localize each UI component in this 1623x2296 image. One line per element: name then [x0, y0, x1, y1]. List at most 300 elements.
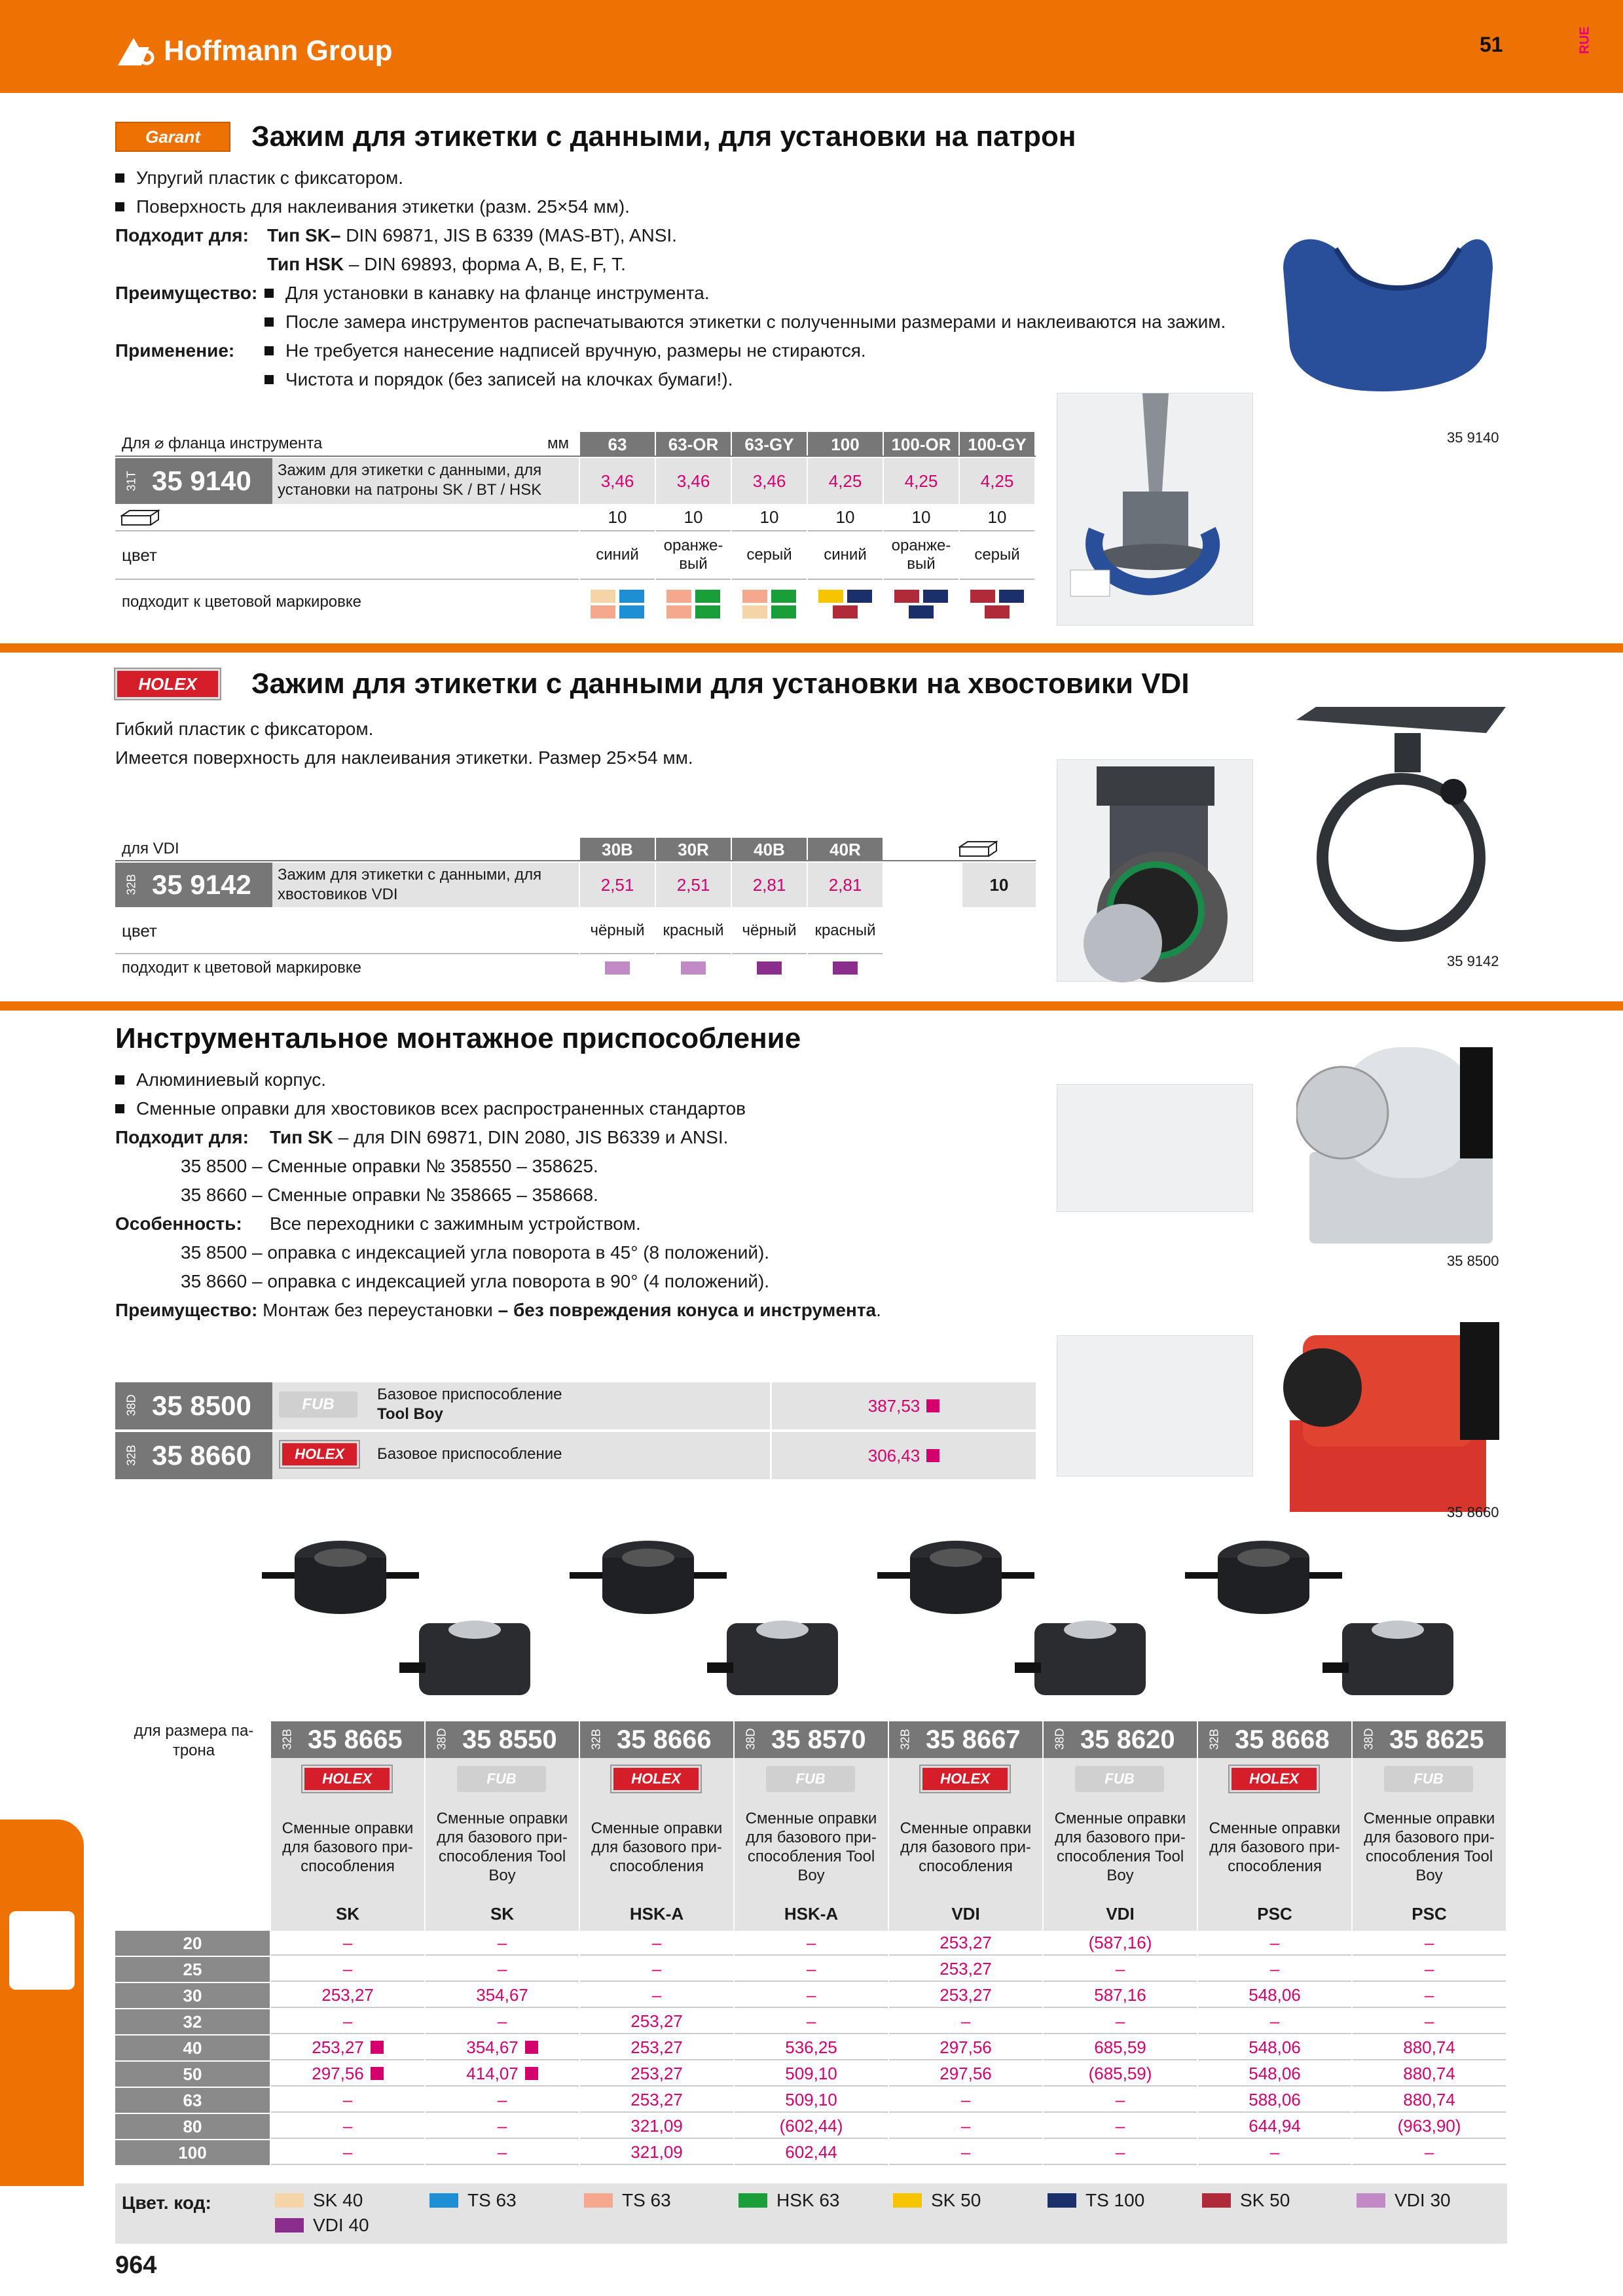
s2-color-label [115, 908, 579, 954]
adv-item: Для установки в канавку на фланце инструмента. [264, 283, 710, 303]
price-cell: – [1044, 2009, 1197, 2034]
color-swatch [894, 590, 919, 603]
price-cell: – [426, 1931, 579, 1956]
legend-item [275, 2190, 363, 2211]
s1-price: 4,25 [960, 458, 1034, 504]
price-cell: 880,74 [1353, 2036, 1506, 2060]
legend-item [1202, 2190, 1290, 2211]
price-cell: 602,44 [735, 2140, 888, 2165]
product-row-35-8660[interactable] [115, 1432, 770, 1479]
adv-label: Преимущество: [115, 283, 258, 303]
adapter-pair-image [570, 1512, 858, 1708]
price-cell: 588,06 [1198, 2088, 1351, 2113]
holex-brand-badge: HOLEX [115, 669, 220, 699]
price-cell: 509,10 [735, 2088, 888, 2113]
color-swatch [591, 605, 615, 619]
adapter-desc: Сменные оправки для базового при-способления [282, 1819, 414, 1875]
color-code-legend [115, 2183, 1507, 2244]
fits-label: Подходит для: [115, 225, 249, 245]
price-cell: 354,67 [426, 1983, 579, 2008]
price-cell: – [1353, 1983, 1506, 2008]
section-separator [0, 643, 1623, 653]
price-cell: – [1044, 2140, 1197, 2165]
price-cell: (587,16) [1044, 1931, 1197, 1956]
s1-marking [580, 583, 655, 626]
s2-price: 2,81 [732, 863, 807, 907]
price-cell: – [1353, 2140, 1506, 2165]
adv-end: . [876, 1300, 881, 1320]
adapter-type: PSC [1412, 1904, 1447, 1924]
feat-line: 35 8500 – оправка с индексацией угла поворота в 45° (8 положений). [181, 1242, 770, 1263]
price-cell: – [426, 2009, 579, 2034]
s1-price: 3,46 [580, 458, 655, 504]
holex-brand-logo: HOLEX [280, 1441, 359, 1467]
holex-brand-logo: HOLEX [921, 1766, 1010, 1792]
adv-label: Преимущество: [115, 1300, 258, 1320]
article-number-35-9140[interactable] [115, 458, 272, 504]
caption-35-8660: 35 8660 [1447, 1504, 1499, 1520]
price-cell: 253,27 [889, 1983, 1042, 2008]
legend-text: HSK 63 [776, 2190, 840, 2210]
adapter-desc: Сменные оправки для базового при-способления Tool Boy [745, 1810, 877, 1884]
article-number-35-8570[interactable] [735, 1721, 888, 1758]
s1-col-header: 63-OR [656, 432, 731, 457]
adapter-column-header [735, 1758, 888, 1931]
legend-swatch [1202, 2193, 1231, 2208]
vdi-clip-photo [1057, 759, 1253, 982]
art-no: 35 8620 [1080, 1725, 1175, 1754]
legend-swatch [1048, 2193, 1076, 2208]
art-no: 35 8570 [771, 1725, 866, 1754]
article-number-35-8666[interactable] [580, 1721, 733, 1758]
adapter-column-header [426, 1758, 579, 1931]
article-number-35-8665[interactable] [271, 1721, 424, 1758]
art-prefix: 32B [280, 1728, 294, 1749]
price-cell: – [580, 1931, 733, 1956]
adapter-column-header [1044, 1758, 1197, 1931]
price-cell: 880,74 [1353, 2088, 1506, 2113]
color-swatch [847, 590, 872, 603]
article-number-35-8500[interactable] [115, 1382, 272, 1429]
s2-pack-cell [962, 863, 1036, 907]
s3-title: Инструментальное монтажное приспособление [115, 1022, 801, 1054]
color-swatch [695, 605, 720, 619]
garant-brand-badge: Garant [115, 122, 230, 152]
art-prefix: 38D [744, 1727, 757, 1749]
adapter-pair-image [262, 1512, 550, 1708]
price-cell: 253,27 [580, 2009, 733, 2034]
art-no: 35 8666 [617, 1725, 712, 1754]
price-cell: 414,07 [426, 2062, 579, 2087]
article-number-35-8668[interactable] [1198, 1721, 1351, 1758]
article-number-35-8667[interactable] [889, 1721, 1042, 1758]
price-cell: 587,16 [1044, 1983, 1197, 2008]
s1-col-header: 63-GY [732, 432, 807, 457]
feat-text: Все переходники с зажимным устройством. [270, 1213, 641, 1234]
adapter-desc: Сменные оправки для базового при-способления Tool Boy [436, 1810, 568, 1884]
color-swatch [619, 590, 644, 603]
adapter-desc: Сменные оправки для базового при-способления [1209, 1819, 1341, 1875]
color-label: цвет [122, 921, 157, 941]
size-column-label: для размера па-трона [134, 1722, 254, 1759]
color-swatch [605, 961, 630, 975]
legend-text: SK 50 [931, 2190, 981, 2210]
price-cell: 880,74 [1353, 2062, 1506, 2087]
desc-line: Tool Boy [377, 1405, 443, 1423]
s2-col-header: 30R [656, 838, 731, 861]
caption-35-8500: 35 8500 [1447, 1253, 1499, 1269]
s1-pack: 10 [884, 504, 958, 531]
art-prefix: 32B [1207, 1728, 1221, 1749]
art-no: 35 8550 [462, 1725, 557, 1754]
price-cell: – [426, 2114, 579, 2139]
page-number-top: 51 [1480, 33, 1503, 56]
art-no: 35 8625 [1389, 1725, 1484, 1754]
hoffmann-logo-icon [115, 34, 157, 68]
app-item: Чистота и порядок (без записей на клочках бумаги!). [115, 365, 1294, 394]
side-tab [0, 1820, 84, 2186]
price-cell: 297,56 [889, 2036, 1042, 2060]
s1-color: синий [808, 531, 883, 580]
price-cell: 253,27 [889, 1931, 1042, 1956]
price-cell: – [1198, 1957, 1351, 1982]
s1-body [115, 164, 1294, 394]
price-35-8660: 306,43 [770, 1432, 1036, 1479]
price-cell: – [735, 1983, 888, 2008]
toolboy-fixture-image [1296, 1021, 1506, 1257]
art-prefix: 38D [124, 1393, 138, 1416]
price-cell: 253,27 [271, 1983, 424, 2008]
art-no: 35 8660 [152, 1440, 251, 1471]
product-desc: Базовое приспособление [377, 1445, 562, 1463]
adapter-pair-image [1185, 1512, 1473, 1708]
s2-price: 2,51 [656, 863, 731, 907]
price-cell: 253,27 [271, 2036, 424, 2060]
fub-brand-logo: FUB [1075, 1766, 1164, 1792]
price-cell: – [580, 1983, 733, 2008]
blue-label-clip-image [1270, 223, 1506, 393]
art-prefix: 38D [1053, 1727, 1067, 1749]
caption-35-9140: 35 9140 [1447, 429, 1499, 446]
s2-color: чёрный [732, 908, 807, 954]
adv-item: После замера инструментов распечатываются этикетки с полученными размерами и наклеиваются на зажим. [115, 308, 1294, 336]
s2-body [115, 715, 693, 772]
color-swatch [771, 590, 796, 603]
color-swatch [742, 590, 767, 603]
legend-item [584, 2190, 671, 2211]
price-cell: – [426, 2088, 579, 2113]
art-prefix: 32B [124, 1444, 138, 1465]
fits-text: DIN 69871, JIS B 6339 (MAS-BT), ANSI. [340, 225, 677, 245]
price-cell: – [1198, 2140, 1351, 2165]
adapter-column-header [580, 1758, 733, 1931]
legend-swatch [429, 2193, 458, 2208]
price-cell: – [889, 2140, 1042, 2165]
holex-fixture-image [1277, 1322, 1506, 1512]
s1-marking [960, 583, 1034, 626]
fits-label: Подходит для: [115, 1127, 249, 1147]
color-swatch [695, 590, 720, 603]
legend-swatch [739, 2193, 767, 2208]
art-no: 35 8668 [1235, 1725, 1330, 1754]
price-cell: – [889, 2114, 1042, 2139]
s1-bullet: Упругий пластик с фиксатором. [115, 164, 1294, 192]
marking-row-label [115, 580, 579, 626]
article-number-35-8660[interactable] [115, 1432, 272, 1479]
art-prefix: 38D [435, 1727, 448, 1749]
s2-desc: Зажим для этикетки с данными, для хвостовиков VDI [278, 866, 542, 903]
s1-pack: 10 [960, 504, 1034, 531]
price-cell: 509,10 [735, 2062, 888, 2087]
article-number-35-8550[interactable] [426, 1721, 579, 1758]
color-swatch [833, 961, 858, 975]
price-cell: 253,27 [889, 1957, 1042, 1982]
art-prefix: 32B [589, 1728, 603, 1749]
price-cell: – [271, 1957, 424, 1982]
s2-color: красный [656, 908, 731, 954]
package-icon [120, 509, 160, 526]
price-cell: – [1198, 2009, 1351, 2034]
price-cell: – [1353, 1931, 1506, 1956]
price-cell: (685,59) [1044, 2062, 1197, 2087]
price-cell: 253,27 [580, 2062, 733, 2087]
price-cell: 321,09 [580, 2114, 733, 2139]
color-swatch [681, 961, 706, 975]
color-swatch [742, 605, 767, 619]
price-cell: 354,67 [426, 2036, 579, 2060]
color-swatch [619, 605, 644, 619]
s1-title: Зажим для этикетки с данными, для установки на патрон [251, 120, 1076, 152]
legend-text: TS 100 [1085, 2190, 1145, 2210]
color-swatch [666, 590, 691, 603]
article-number-35-8625[interactable] [1353, 1721, 1506, 1758]
feat-line: 35 8660 – оправка с индексацией угла поворота в 90° (4 положений). [181, 1271, 770, 1291]
s1-article-row[interactable] [115, 458, 579, 504]
price-cell: 685,59 [1044, 2036, 1197, 2060]
price-cell: – [1353, 2009, 1506, 2034]
legend-item [429, 2190, 517, 2211]
adapter-type: PSC [1257, 1904, 1292, 1924]
pack-row-label [115, 504, 579, 531]
color-label: цвет [122, 545, 157, 565]
adapter-desc: Сменные оправки для базового при-способления [900, 1819, 1032, 1875]
price-cell: (602,44) [735, 2114, 888, 2139]
adapter-type: HSK-A [629, 1904, 684, 1924]
s1-color: оранже-вый [884, 531, 958, 580]
price-cell: – [271, 2009, 424, 2034]
marking-label: подходит к цветовой маркировке [122, 959, 362, 977]
legend-swatch [584, 2193, 613, 2208]
color-swatch [970, 590, 995, 603]
legend-item [1048, 2190, 1144, 2211]
adapter-desc: Сменные оправки для базового при-способления [591, 1819, 723, 1875]
holex-brand-logo: HOLEX [1230, 1766, 1319, 1792]
section-separator [0, 1001, 1623, 1011]
price-cell: – [1044, 2114, 1197, 2139]
s2-article-row[interactable] [115, 863, 579, 907]
color-swatch [818, 590, 843, 603]
legend-swatch [275, 2218, 304, 2233]
size-cell: 32 [115, 2009, 270, 2034]
price-cell: 297,56 [889, 2062, 1042, 2087]
side-tab-icon [9, 1911, 75, 1990]
price-cell: 253,27 [580, 2088, 733, 2113]
adapter-desc: Сменные оправки для базового при-способления Tool Boy [1363, 1810, 1495, 1884]
s1-head-unit: мм [547, 435, 569, 452]
s1-pack: 10 [732, 504, 807, 531]
color-swatch [591, 590, 615, 603]
article-number-35-9142[interactable] [115, 863, 272, 907]
article-number-35-8620[interactable] [1044, 1721, 1197, 1758]
price-cell: – [426, 1957, 579, 1982]
marking-label: подходит к цветовой маркировке [122, 593, 362, 611]
app-label: Применение: [115, 340, 235, 361]
size-cell: 63 [115, 2088, 270, 2113]
s2-head-label: для VDI [122, 840, 179, 857]
product-desc [377, 1385, 562, 1424]
s2-color: чёрный [580, 908, 655, 954]
price-35-8500: 387,53 [770, 1382, 1036, 1429]
s1-pack: 10 [580, 504, 655, 531]
art-no: 35 8665 [308, 1725, 403, 1754]
s3-bullet: Алюминиевый корпус. [115, 1066, 1032, 1094]
s2-pack-value: 10 [989, 875, 1009, 895]
hoffmann-logo[interactable] [115, 31, 393, 71]
s1-color: серый [960, 531, 1034, 580]
adapter-type: SK [335, 1904, 360, 1924]
legend-swatch [1357, 2193, 1385, 2208]
s2-marking [732, 954, 807, 982]
s1-pack: 10 [808, 504, 883, 531]
vdi-holder-image [1057, 760, 1254, 982]
package-icon [958, 840, 998, 857]
legend-label: Цвет. код: [122, 2193, 211, 2213]
price-cell: – [580, 1957, 733, 1982]
side-code: RUE [1577, 26, 1592, 54]
fits-type: Тип SK [270, 1127, 333, 1147]
adapter-column-header [889, 1758, 1042, 1931]
fub-brand-logo: FUB [279, 1391, 357, 1418]
price-cell: 321,09 [580, 2140, 733, 2165]
legend-text: VDI 30 [1395, 2190, 1451, 2210]
price-cell: 253,27 [580, 2036, 733, 2060]
size-cell: 50 [115, 2062, 270, 2087]
color-swatch [999, 590, 1024, 603]
page-number-bottom: 964 [115, 2251, 157, 2279]
art-no: 35 8667 [926, 1725, 1021, 1754]
fits-text: – для DIN 69871, DIN 2080, JIS B6339 и ANSI. [333, 1127, 729, 1147]
color-swatch [666, 605, 691, 619]
art-prefix: 32B [124, 873, 138, 895]
legend-item [739, 2190, 840, 2211]
color-swatch [833, 605, 858, 619]
app-item: Не требуется нанесение надписей вручную, размеры не стираются. [264, 340, 866, 361]
adapter-type: VDI [951, 1904, 980, 1924]
size-cell: 25 [115, 1957, 270, 1982]
fub-brand-logo: FUB [457, 1766, 546, 1792]
price-cell: – [889, 2009, 1042, 2034]
caption-35-9142: 35 9142 [1447, 953, 1499, 969]
tool-holder-image [1057, 393, 1254, 626]
legend-text: SK 40 [313, 2190, 363, 2210]
color-swatch [923, 590, 948, 603]
holex-fixture-small-photo [1057, 1335, 1253, 1477]
price-cell: 536,25 [735, 2036, 888, 2060]
legend-swatch [275, 2193, 304, 2208]
s1-price: 4,25 [808, 458, 883, 504]
s1-price: 3,46 [732, 458, 807, 504]
size-cell: 80 [115, 2114, 270, 2139]
s1-marking [808, 583, 883, 626]
fits-line: 35 8500 – Сменные оправки № 358550 – 358625. [181, 1156, 598, 1176]
s2-col-header: 30B [580, 838, 655, 861]
s2-title: Зажим для этикетки с данными для установки на хвостовики VDI [251, 668, 1190, 700]
color-swatch [909, 605, 934, 619]
price-cell: – [1044, 2088, 1197, 2113]
price-cell: – [735, 1957, 888, 1982]
price-cell: – [889, 2088, 1042, 2113]
adapter-pair-image [877, 1512, 1165, 1708]
product-row-35-8500[interactable] [115, 1382, 770, 1429]
legend-item [1357, 2190, 1451, 2211]
s2-price: 2,81 [808, 863, 883, 907]
fits-line: 35 8660 – Сменные оправки № 358665 – 358668. [181, 1185, 598, 1205]
s1-price: 3,46 [656, 458, 731, 504]
art-no: 35 9142 [152, 869, 251, 900]
s3-bullet: Сменные оправки для хвостовиков всех распространенных стандартов [115, 1094, 1032, 1123]
price-cell: – [735, 2009, 888, 2034]
fits-type: Тип HSK [267, 254, 344, 274]
color-row-label [115, 531, 579, 580]
legend-swatch [893, 2193, 922, 2208]
desc-line: Базовое приспособление [377, 1386, 562, 1403]
s1-bullet: Поверхность для наклеивания этикетки (разм. 25×54 мм). [115, 192, 1294, 221]
s1-marking [732, 583, 807, 626]
fits-type: Тип SK– [267, 225, 341, 245]
brand-name: Hoffmann Group [164, 35, 393, 67]
s1-marking [656, 583, 731, 626]
s2-line: Гибкий пластик с фиксатором. [115, 719, 374, 739]
price-cell: 548,06 [1198, 2036, 1351, 2060]
holex-brand-logo: HOLEX [302, 1766, 392, 1792]
price-cell: (963,90) [1353, 2114, 1506, 2139]
s1-marking [884, 583, 958, 626]
s1-col-header: 100-GY [960, 432, 1034, 457]
fub-brand-logo: FUB [1384, 1766, 1473, 1792]
price-cell: – [271, 2088, 424, 2113]
s2-marking [808, 954, 883, 982]
legend-item [275, 2215, 369, 2236]
legend-text: VDI 40 [313, 2215, 369, 2235]
price-cell: – [271, 1931, 424, 1956]
s2-line: Имеется поверхность для наклеивания этикетки. Размер 25×54 мм. [115, 747, 693, 768]
price-cell: – [271, 2114, 424, 2139]
adapter-images-row [262, 1512, 1506, 1708]
feat-label: Особенность: [115, 1213, 242, 1234]
s2-col-header: 40B [732, 838, 807, 861]
s3-body [115, 1066, 1032, 1325]
s1-color: синий [580, 531, 655, 580]
color-swatch [985, 605, 1010, 619]
fits-text: – DIN 69893, форма A, B, E, F, T. [344, 254, 626, 274]
art-prefix: 31T [124, 470, 138, 491]
toolboy-small-photo [1057, 1084, 1253, 1212]
fub-brand-logo: FUB [766, 1766, 855, 1792]
adapter-column-header [1198, 1758, 1351, 1931]
s2-table-header [115, 838, 1036, 861]
adapter-desc: Сменные оправки для базового при-способления Tool Boy [1054, 1810, 1186, 1884]
price-cell: – [426, 2140, 579, 2165]
